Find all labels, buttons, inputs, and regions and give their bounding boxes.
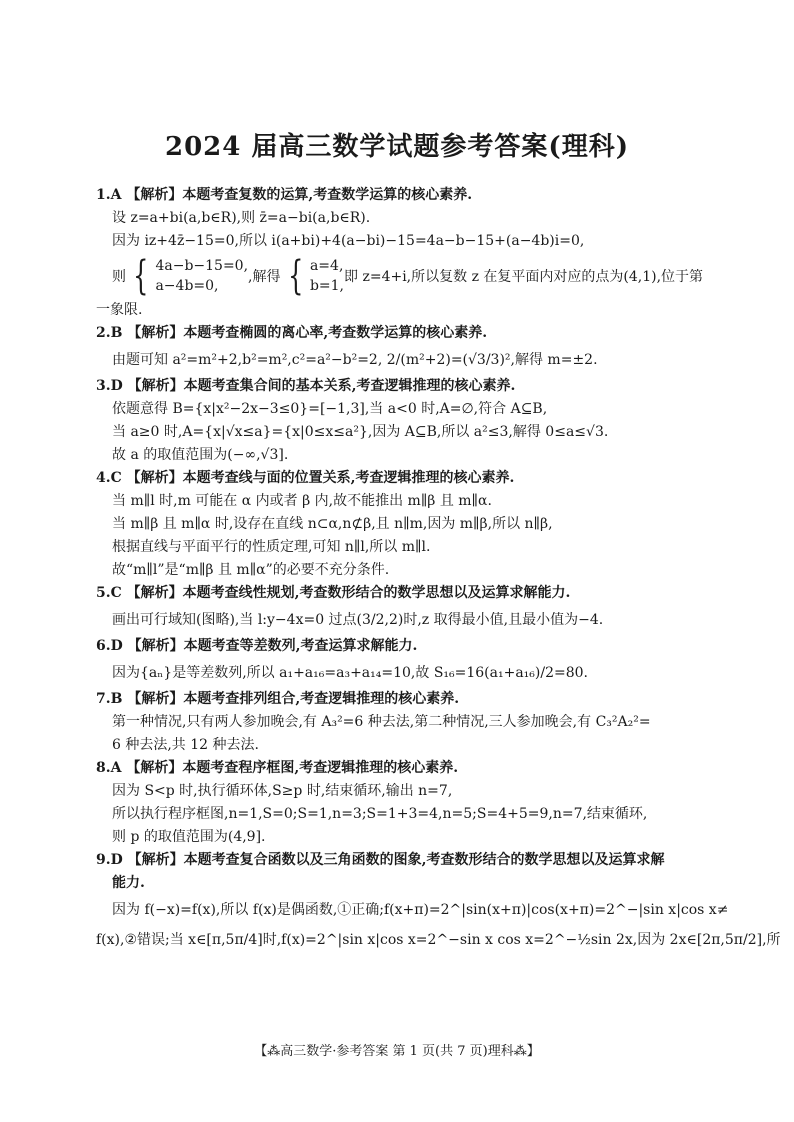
system-post: 即 z=4+i,所以复数 z 在复平面内对应的点为(4,1),位于第 — [344, 269, 704, 285]
problem-2-head: 2.B 【解析】本题考查椭圆的离心率,考查数学运算的核心素养. — [96, 325, 488, 341]
answer-content — [96, 184, 781, 955]
problem-6 — [96, 635, 706, 688]
problem-3-line-3: 故 a 的取值范围为(−∞,√3]. — [112, 447, 289, 463]
page-footer: 【⁂高三数学·参考答案 第 1 页(共 7 页)理科⁂】 — [254, 1044, 540, 1059]
problem-2 — [96, 322, 706, 375]
problem-3-head: 3.D 【解析】本题考查集合间的基本关系,考查逻辑推理的核心素养. — [96, 378, 516, 394]
problem-1-system — [96, 253, 706, 299]
system-prefix: 则 — [112, 269, 126, 285]
problem-8-line-1: 因为 S<p 时,执行循环体,S≥p 时,结束循环,输出 n=7, — [112, 783, 453, 799]
system-mid: ,解得 — [248, 269, 281, 285]
problem-4-line-1: 当 m∥l 时,m 可能在 α 内或者 β 内,故不能推出 m∥β 且 m∥α. — [112, 493, 492, 509]
problem-4-line-4: 故“m∥l”是“m∥β 且 m∥α”的必要不充分条件. — [112, 562, 390, 578]
problem-6-line-1: 因为{aₙ}是等差数列,所以 a₁+a₁₆=a₃+a₁₄=10,故 S₁₆=16(a₁+a₁₆)/2=80. — [112, 665, 588, 681]
problem-3-line-1: 依题意得 B={x|x²−2x−3≤0}=[−1,3],当 a<0 时,A=∅,符合 A⊆B, — [112, 401, 548, 417]
system-eq-2b: b=1, — [309, 278, 345, 294]
problem-2-line-1: 由题可知 a²=m²+2,b²=m²,c²=a²−b²=2, 2/(m²+2)=(√3/3)²,解得 m=±2. — [112, 352, 598, 368]
problem-1-line-2: 因为 iz+4z̄−15=0,所以 i(a+bi)+4(a−bi)−15=4a−b−15+(a−4b)i=0, — [112, 233, 585, 249]
problem-9-line-2: f(x),②错误;当 x∈[π,5π/4]时,f(x)=2^|sin x|cos x=2^−sin x cos x=2^−½sin 2x,因为 2x∈[2π,5π/2],所 — [96, 932, 781, 948]
problem-8 — [96, 757, 706, 849]
problem-9-head-cont: 能力. — [112, 875, 145, 891]
problem-7-line-2: 6 种去法,共 12 种去法. — [112, 737, 259, 753]
page-title: 2024 届高三数学试题参考答案(理科) — [164, 132, 630, 162]
left-brace: { — [287, 253, 303, 299]
problem-3-line-2: 当 a≥0 时,A={x|√x≤a}={x|0≤x≤a²},因为 A⊆B,所以 a²≤3,解得 0≤a≤√3. — [112, 424, 609, 440]
system-eq-1a: 4a−b−15=0, — [155, 258, 249, 274]
problem-6-head: 6.D 【解析】本题考查等差数列,考查运算求解能力. — [96, 638, 418, 654]
problem-5-line-1: 画出可行域知(图略),当 l:y−4x=0 过点(3/2,2)时,z 取得最小值,且最小值为−4. — [112, 612, 604, 628]
problem-1-head: 1.A 【解析】本题考查复数的运算,考查数学运算的核心素养. — [96, 187, 473, 203]
problem-1-tail: 一象限. — [96, 302, 143, 318]
problem-5 — [96, 582, 706, 635]
problem-8-head: 8.A 【解析】本题考查程序框图,考查逻辑推理的核心素养. — [96, 760, 459, 776]
problem-4-line-2: 当 m∥β 且 m∥α 时,设存在直线 n⊂α,n⊄β,且 n∥m,因为 m∥β,所以 n∥β, — [112, 516, 553, 532]
problem-9-head: 9.D 【解析】本题考查复合函数以及三角函数的图象,考查数形结合的数学思想以及运算求解 — [96, 852, 665, 868]
problem-7-line-1: 第一种情况,只有两人参加晚会,有 A₃²=6 种去法,第二种情况,三人参加晚会,有 C₃²A₂²= — [112, 714, 651, 730]
problem-4-line-3: 根据直线与平面平行的性质定理,可知 n∥l,所以 m∥l. — [112, 539, 431, 555]
problem-4 — [96, 467, 706, 582]
problem-1-line-1: 设 z=a+bi(a,b∈R),则 z̄=a−bi(a,b∈R). — [112, 210, 371, 226]
problem-9 — [96, 849, 781, 955]
problem-1 — [96, 184, 706, 322]
problem-7 — [96, 688, 706, 757]
system-eq-2a: a=4, — [309, 258, 344, 274]
problem-7-head: 7.B 【解析】本题考查排列组合,考查逻辑推理的核心素养. — [96, 691, 460, 707]
problem-8-line-2: 所以执行程序框图,n=1,S=0;S=1,n=3;S=1+3=4,n=5;S=4+5=9,n=7,结束循环, — [112, 806, 648, 822]
left-brace: { — [133, 253, 149, 299]
problem-8-line-3: 则 p 的取值范围为(4,9]. — [112, 829, 266, 845]
system-eq-1b: a−4b=0, — [155, 278, 219, 294]
problem-3 — [96, 375, 706, 467]
problem-4-head: 4.C 【解析】本题考查线与面的位置关系,考查逻辑推理的核心素养. — [96, 470, 515, 486]
problem-9-line-1: 因为 f(−x)=f(x),所以 f(x)是偶函数,①正确;f(x+π)=2^|sin(x+π)|cos(x+π)=2^−|sin x|cos x≠ — [112, 902, 729, 918]
problem-5-head: 5.C 【解析】本题考查线性规划,考查数形结合的数学思想以及运算求解能力. — [96, 585, 571, 601]
